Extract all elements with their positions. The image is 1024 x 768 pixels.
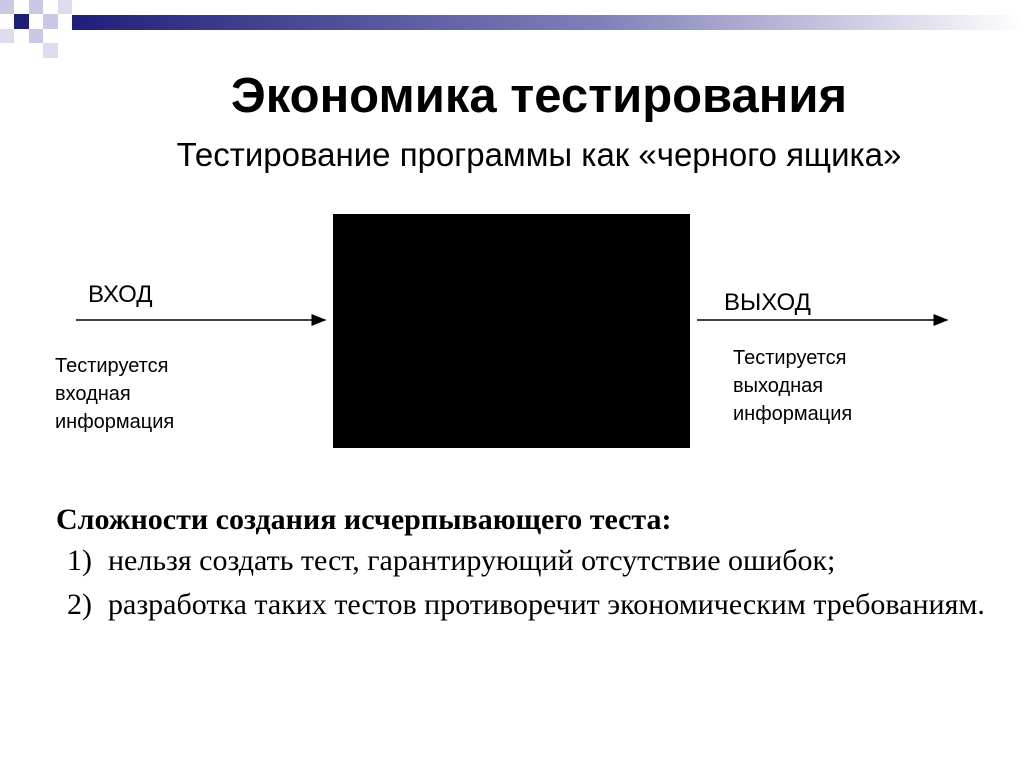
list-item (56, 539, 1006, 583)
input-note-line: информация (55, 411, 175, 433)
list-item-number: 1) (67, 544, 92, 577)
difficulties-heading: Сложности создания исчерпывающего теста: (56, 503, 672, 536)
output-note-line: выходная (733, 375, 824, 397)
corner-decoration (0, 0, 1024, 60)
list-item (56, 583, 1006, 627)
difficulties-list (56, 539, 1006, 627)
black-box (333, 214, 690, 448)
input-label: ВХОД (88, 281, 153, 308)
input-note (55, 352, 174, 436)
slide-title: Экономика тестирования (230, 69, 848, 123)
output-note (733, 344, 852, 428)
output-note-line: Тестируется (733, 347, 847, 369)
slide-subtitle: Тестирование программы как «черного ящика» (176, 136, 902, 173)
input-note-line: входная (55, 383, 131, 405)
list-item-text: разработка таких тестов противоречит экономическим требованиям. (108, 588, 985, 621)
list-item-text: нельзя создать тест, гарантирующий отсутствие ошибок; (108, 544, 836, 577)
output-label: ВЫХОД (724, 289, 811, 316)
list-item-number: 2) (67, 588, 92, 621)
output-note-line: информация (733, 403, 853, 425)
input-note-line: Тестируется (55, 355, 169, 377)
